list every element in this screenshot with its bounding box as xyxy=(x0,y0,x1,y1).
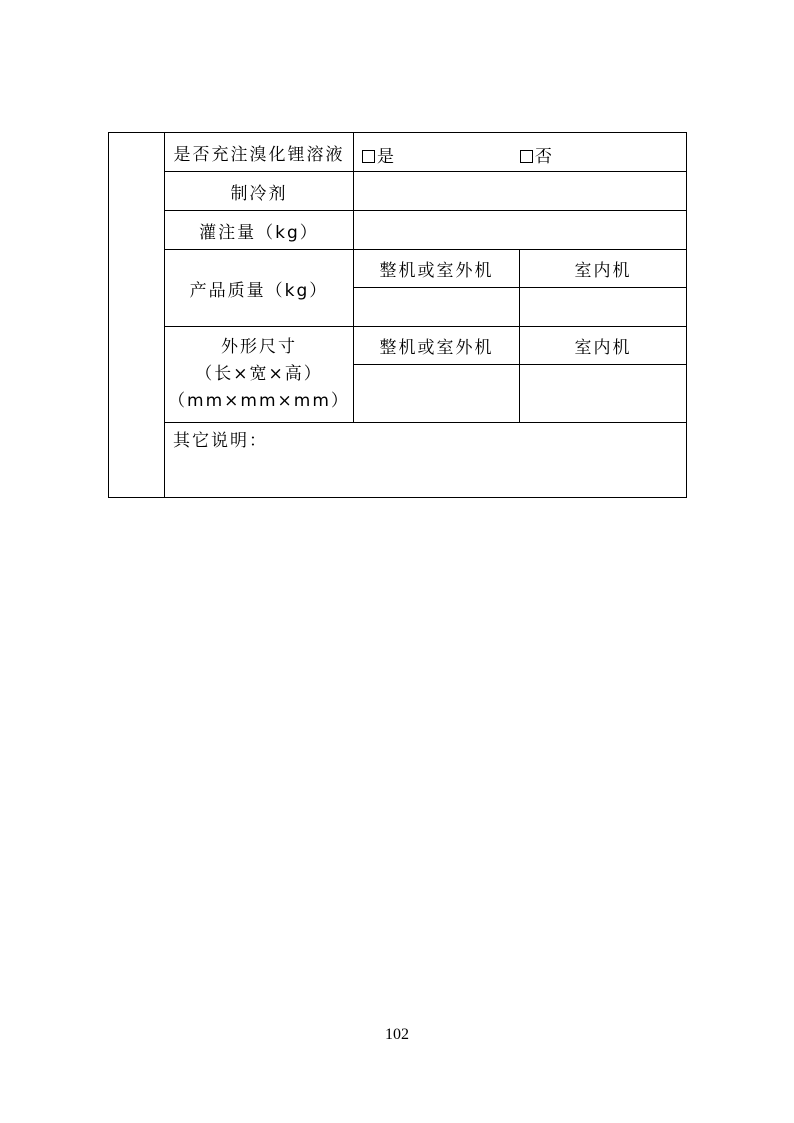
yes-option[interactable] xyxy=(362,142,394,167)
no-checkbox[interactable] xyxy=(520,150,533,163)
mass-outdoor-header: 整机或室外机 xyxy=(354,250,520,288)
left-blank-column-cell xyxy=(109,133,165,498)
charge-label: 灌注量（kg） xyxy=(165,211,354,250)
row-notes xyxy=(109,423,687,498)
refrigerant-value-field[interactable] xyxy=(354,172,687,211)
page-number: 102 xyxy=(385,1026,409,1043)
row-dim-header xyxy=(109,327,687,365)
yes-checkbox[interactable] xyxy=(362,150,375,163)
product-info-table xyxy=(108,132,687,498)
no-option[interactable] xyxy=(520,142,552,167)
yes-label: 是 xyxy=(377,147,394,167)
row-mass-header xyxy=(109,250,687,288)
notes-label: 其它说明： xyxy=(173,431,268,451)
dimensions-label-cell xyxy=(165,327,354,423)
mass-indoor-value-field[interactable] xyxy=(520,288,687,327)
mass-indoor-header: 室内机 xyxy=(520,250,687,288)
refrigerant-label: 制冷剂 xyxy=(165,172,354,211)
bromide-label: 是否充注溴化锂溶液 xyxy=(165,133,354,172)
dim-outdoor-value-field[interactable] xyxy=(354,365,520,423)
no-label: 否 xyxy=(535,147,552,167)
bromide-options-cell xyxy=(354,133,687,172)
row-bromide xyxy=(109,133,687,172)
mass-outdoor-value-field[interactable] xyxy=(354,288,520,327)
dim-indoor-header: 室内机 xyxy=(520,327,687,365)
dimensions-label-line1: 外形尺寸 xyxy=(221,337,297,357)
mass-label: 产品质量（kg） xyxy=(165,250,354,327)
dimensions-label-line2: （长×宽×高） xyxy=(195,364,323,384)
dim-outdoor-header: 整机或室外机 xyxy=(354,327,520,365)
row-charge xyxy=(109,211,687,250)
notes-field[interactable] xyxy=(165,423,687,498)
charge-value-field[interactable] xyxy=(354,211,687,250)
dimensions-label-line3: （mm×mm×mm） xyxy=(168,391,350,411)
dim-indoor-value-field[interactable] xyxy=(520,365,687,423)
row-refrigerant xyxy=(109,172,687,211)
